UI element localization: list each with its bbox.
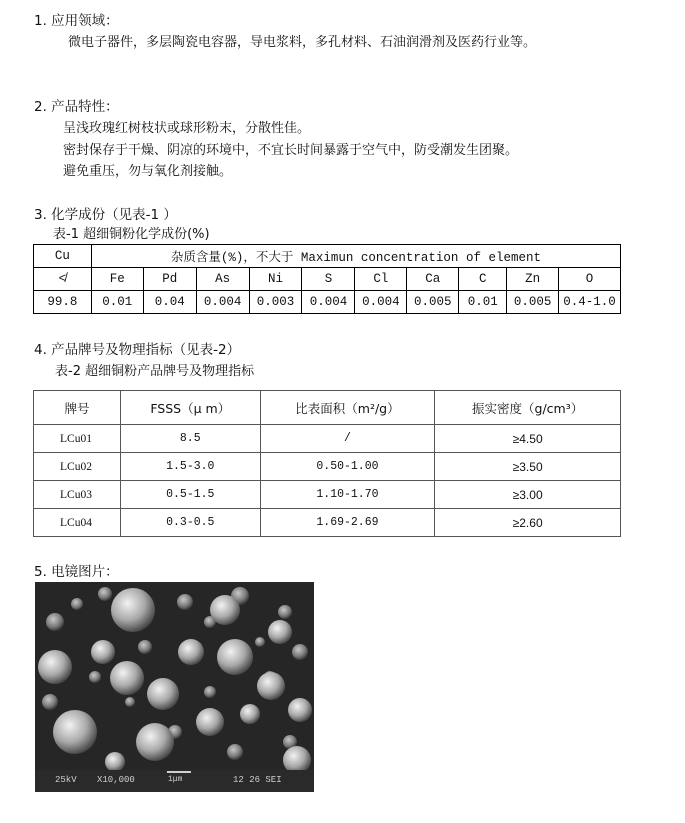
value-cell: 0.004 <box>355 291 407 314</box>
grade-cell: LCu01 <box>34 425 121 453</box>
header-surface-area: 比表面积（m²/g） <box>260 391 435 425</box>
grade-physical-table <box>33 390 621 537</box>
section5-heading: 5. 电镜图片： <box>34 564 119 580</box>
section2-heading: 2. 产品特性： <box>34 99 119 115</box>
table1-caption: 表-1 超细铜粉化学成份(%) <box>53 227 210 242</box>
value-cell: 0.04 <box>143 291 196 314</box>
section2-line-2: 密封保存于干燥、阴凉的环境中，不宜长时间暴露于空气中，防受潮发生团聚。 <box>63 143 519 158</box>
sem-info-bar <box>35 770 314 792</box>
sem-voltage: 25kV <box>55 775 77 785</box>
grade-cell: LCu02 <box>34 453 121 481</box>
element-cell: Cl <box>355 268 407 291</box>
cu-header-cell: Cu <box>34 245 92 268</box>
tap-density-cell: ≥3.00 <box>435 481 621 509</box>
value-cell: 0.004 <box>196 291 249 314</box>
element-cell: Zn <box>507 268 559 291</box>
value-cell: 0.003 <box>249 291 302 314</box>
table-row <box>34 509 621 537</box>
table-header-row <box>34 391 621 425</box>
impurity-header-cell: 杂质含量(%)，不大于 Maximun concentration of element <box>91 245 620 268</box>
sem-magnification: X10,000 <box>97 775 135 785</box>
section1-heading: 1. 应用领域： <box>34 13 119 29</box>
surface-area-cell: 1.10-1.70 <box>260 481 435 509</box>
tap-density-cell: ≥4.50 <box>435 425 621 453</box>
surface-area-cell: 0.50-1.00 <box>260 453 435 481</box>
value-cell: 0.005 <box>507 291 559 314</box>
header-fsss: FSSS（μ m） <box>120 391 260 425</box>
table-row <box>34 453 621 481</box>
sem-particles-image <box>35 582 314 770</box>
element-cell: O <box>559 268 621 291</box>
header-grade: 牌号 <box>34 391 121 425</box>
element-cell: As <box>196 268 249 291</box>
not-less-than-cell: ≮ <box>34 268 92 291</box>
section3-heading: 3. 化学成份（见表-1 ） <box>34 207 177 223</box>
element-cell: S <box>302 268 355 291</box>
sem-scale-bar <box>167 771 191 773</box>
table-row <box>34 481 621 509</box>
element-cell: Pd <box>143 268 196 291</box>
fsss-cell: 0.3-0.5 <box>120 509 260 537</box>
sem-scale-label: 1μm <box>168 775 183 784</box>
element-cell: C <box>459 268 507 291</box>
section1-text: 微电子器件，多层陶瓷电容器，导电浆料，多孔材料、石油润滑剂及医药行业等。 <box>68 35 537 50</box>
value-cell: 0.005 <box>407 291 459 314</box>
element-cell: Fe <box>91 268 143 291</box>
value-cell: 0.004 <box>302 291 355 314</box>
value-cell: 0.01 <box>91 291 143 314</box>
grade-cell: LCu03 <box>34 481 121 509</box>
fsss-cell: 1.5-3.0 <box>120 453 260 481</box>
surface-area-cell: 1.69-2.69 <box>260 509 435 537</box>
section2-line-3: 避免重压，勿与氧化剂接触。 <box>63 164 233 179</box>
element-cell: Ni <box>249 268 302 291</box>
element-cell: Ca <box>407 268 459 291</box>
tap-density-cell: ≥2.60 <box>435 509 621 537</box>
header-tap-density: 振实密度（g/cm³） <box>435 391 621 425</box>
chemical-composition-table <box>33 244 621 314</box>
fsss-cell: 0.5-1.5 <box>120 481 260 509</box>
table-row <box>34 425 621 453</box>
sem-micrograph <box>35 582 314 792</box>
value-cell: 0.4-1.0 <box>559 291 621 314</box>
surface-area-cell: / <box>260 425 435 453</box>
section2-line-1: 呈浅玫瑰红树枝状或球形粉末，分散性佳。 <box>63 121 311 136</box>
cu-value-cell: 99.8 <box>34 291 92 314</box>
table2-caption: 表-2 超细铜粉产品牌号及物理指标 <box>55 364 255 379</box>
fsss-cell: 8.5 <box>120 425 260 453</box>
section4-heading: 4. 产品牌号及物理指标（见表-2） <box>34 342 241 358</box>
value-cell: 0.01 <box>459 291 507 314</box>
grade-cell: LCu04 <box>34 509 121 537</box>
sem-image-id: 12 26 SEI <box>233 775 282 785</box>
tap-density-cell: ≥3.50 <box>435 453 621 481</box>
